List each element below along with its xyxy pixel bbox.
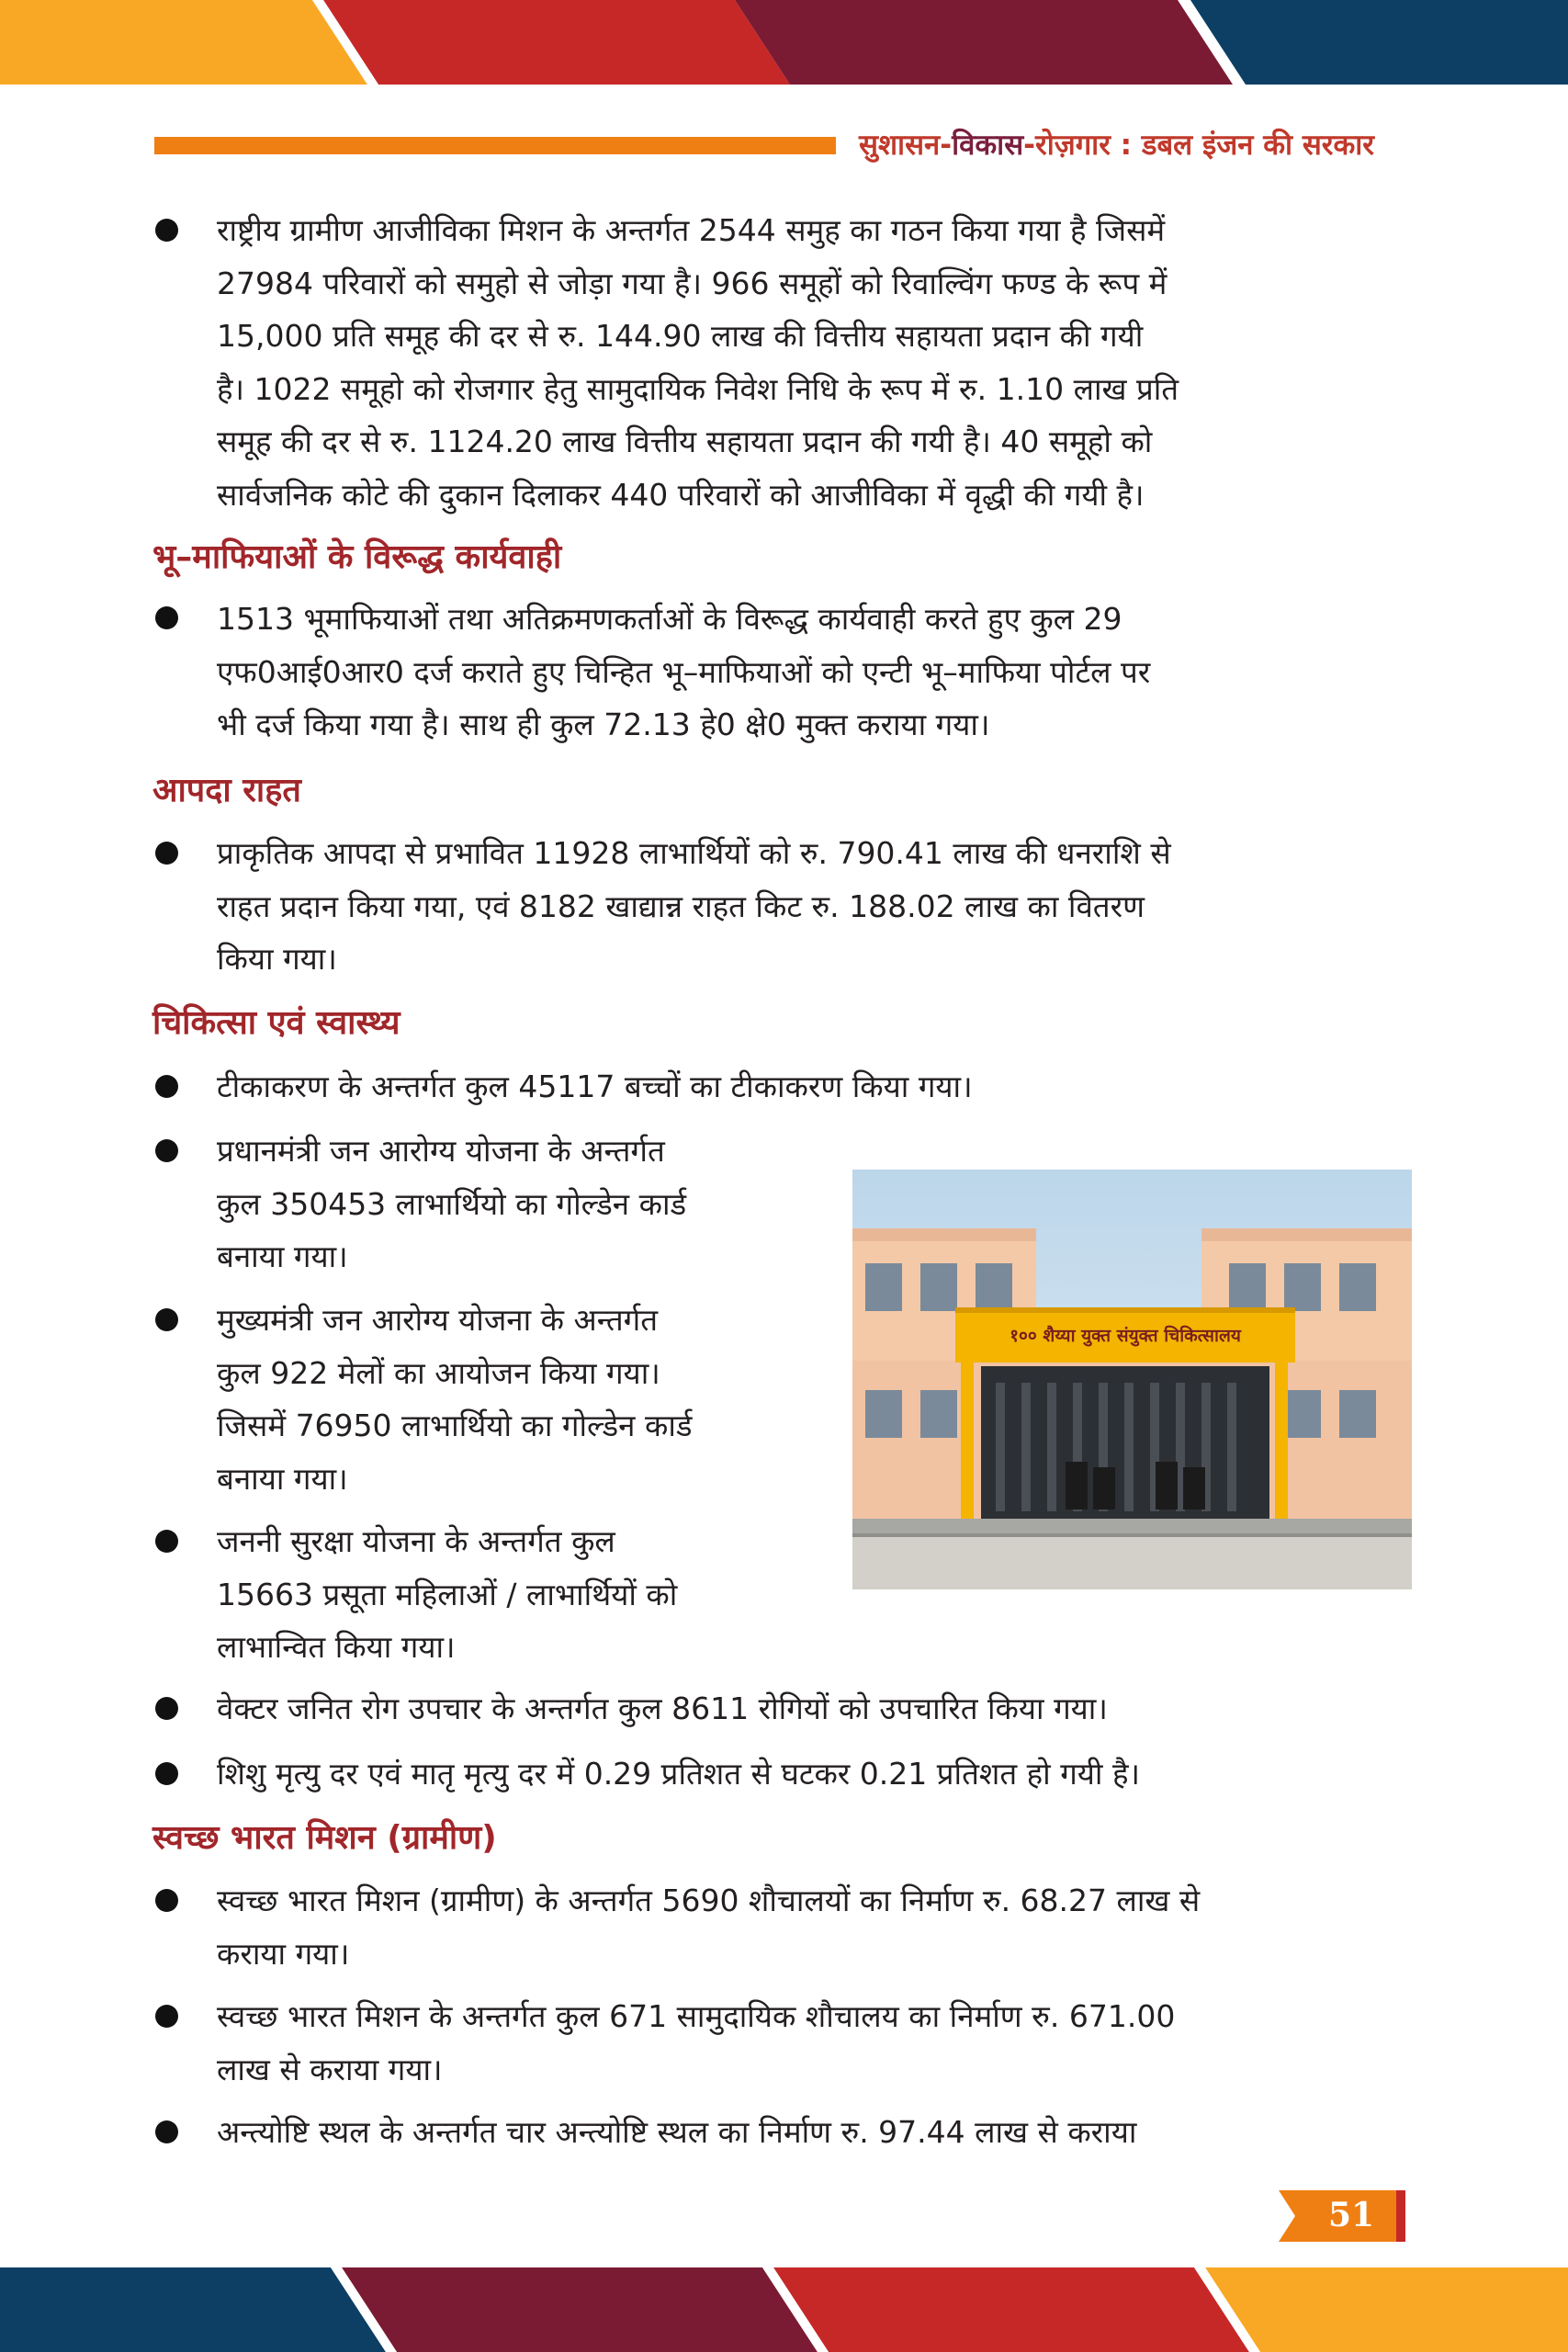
hospital-photo xyxy=(852,1170,1412,1589)
vaccination-item xyxy=(217,1060,973,1114)
heading-disaster-relief: आपदा राहत xyxy=(152,772,301,809)
text-line: 15663 प्रसूता महिलाओं / लाभार्थियों को xyxy=(217,1576,678,1612)
janani-suraksha-item xyxy=(217,1515,677,1674)
bullet-icon xyxy=(155,1889,178,1912)
bullet-icon xyxy=(155,1697,178,1720)
heading-swachh-bharat: स्वच्छ भारत मिशन (ग्रामीण) xyxy=(152,1819,497,1857)
text-line: लाभान्वित किया गया। xyxy=(217,1629,456,1665)
mortality-item xyxy=(217,1747,1140,1801)
bullet-icon xyxy=(155,2005,178,2028)
header-part-2: विकास xyxy=(952,129,1024,162)
bullet-icon xyxy=(155,1762,178,1785)
text-line: किया गया। xyxy=(217,941,337,977)
text-line: कुल 350453 लाभार्थियो का गोल्डेन कार्ड xyxy=(217,1185,687,1222)
text-line: बनाया गया। xyxy=(217,1460,348,1497)
text-line: राष्ट्रीय ग्रामीण आजीविका मिशन के अन्तर्गत 2544 समुह का गठन किया गया है जिसमें xyxy=(217,212,1166,248)
text-line: 1513 भूमाफियाओं तथा अतिक्रमणकर्ताओं के विरूद्ध कार्यवाही करते हुए कुल 29 xyxy=(217,601,1122,637)
bullet-icon xyxy=(155,2120,178,2143)
text-line: जिसमें 76950 लाभार्थियो का गोल्डेन कार्ड xyxy=(217,1408,693,1443)
land-mafia-paragraph xyxy=(217,593,1411,752)
header-part-1: सुशासन- xyxy=(859,129,953,162)
page-number: 51 xyxy=(1327,2196,1375,2234)
text-line: वेक्टर जनित रोग उपचार के अन्तर्गत कुल 8611 रोगियों को उपचारित किया गया। xyxy=(217,1690,1108,1726)
text-line: 15,000 प्रति समूह की दर से रु. 144.90 लाख की वित्तीय सहायता प्रदान की गयी xyxy=(217,318,1144,354)
text-line: राहत प्रदान किया गया, एवं 8182 खाद्यान्न राहत किट रु. 188.02 लाख का वितरण xyxy=(217,888,1145,924)
community-toilets-item xyxy=(217,1990,1411,2096)
hospital-sign-text: १०० शैय्या युक्त संयुक्त चिकित्सालय xyxy=(1010,1326,1241,1346)
text-line: स्वच्छ भारत मिशन के अन्तर्गत कुल 671 सामुदायिक शौचालय का निर्माण रु. 671.00 xyxy=(217,1998,1176,2034)
text-line: टीकाकरण के अन्तर्गत कुल 45117 बच्चों का टीकाकरण किया गया। xyxy=(217,1069,973,1104)
text-line: स्वच्छ भारत मिशन (ग्रामीण) के अन्तर्गत 5690 शौचालयों का निर्माण रु. 68.27 लाख से xyxy=(217,1883,1201,1918)
bullet-icon xyxy=(155,1075,178,1098)
running-header xyxy=(859,125,1410,164)
disaster-paragraph xyxy=(217,827,1411,986)
header-rule xyxy=(154,137,836,154)
bullet-icon xyxy=(155,1308,178,1331)
text-line: प्राकृतिक आपदा से प्रभावित 11928 लाभार्थियों को रु. 790.41 लाख की धनराशि से xyxy=(217,835,1171,871)
toilets-item xyxy=(217,1874,1411,1980)
text-line: 27984 परिवारों को समुहो से जोड़ा गया है। 966 समूहों को रिवाल्विंग फण्ड के रूप में xyxy=(217,265,1168,301)
text-line: मुख्यमंत्री जन आरोग्य योजना के अन्तर्गत xyxy=(217,1302,659,1338)
heading-health: चिकित्सा एवं स्वास्थ्य xyxy=(152,1004,400,1042)
text-line: बनाया गया। xyxy=(217,1238,348,1274)
text-line: प्रधानमंत्री जन आरोग्य योजना के अन्तर्गत xyxy=(217,1133,665,1169)
top-color-band xyxy=(0,0,1568,85)
bullet-icon xyxy=(155,842,178,865)
vector-disease-item xyxy=(217,1682,1108,1736)
livelihood-paragraph xyxy=(217,204,1411,521)
text-line: भी दर्ज किया गया है। साथ ही कुल 72.13 हे0 क्षे0 मुक्त कराया गया। xyxy=(217,707,990,742)
text-line: शिशु मृत्यु दर एवं मातृ मृत्यु दर में 0.29 प्रतिशत से घटकर 0.21 प्रतिशत हो गयी है। xyxy=(217,1756,1140,1792)
text-line: है। 1022 समूहो को रोजगार हेतु सामुदायिक निवेश निधि के रूप में रु. 1.10 लाख प्रति xyxy=(217,370,1179,407)
text-line: कराया गया। xyxy=(217,1935,350,1972)
bottom-color-band xyxy=(0,2267,1568,2352)
bullet-icon xyxy=(155,219,178,242)
header-part-3: -रोज़गार : डबल इंजन की सरकार xyxy=(1023,129,1374,162)
bullet-icon xyxy=(155,1139,178,1162)
bullet-icon xyxy=(155,1530,178,1553)
text-line: लाख से कराया गया। xyxy=(217,2051,443,2087)
text-line: जननी सुरक्षा योजना के अन्तर्गत कुल xyxy=(217,1523,615,1559)
cm-jay-item xyxy=(217,1294,693,1505)
bullet-icon xyxy=(155,606,178,629)
text-line: एफ0आई0आर0 दर्ज कराते हुए चिन्हित भू–माफियाओं को एन्टी भू–माफिया पोर्टल पर xyxy=(217,653,1151,690)
page-number-tab xyxy=(1279,2190,1405,2242)
text-line: कुल 922 मेलों का आयोजन किया गया। xyxy=(217,1354,660,1391)
text-line: अन्त्योष्टि स्थल के अन्तर्गत चार अन्त्योष्टि स्थल का निर्माण रु. 97.44 लाख से कराया xyxy=(217,2114,1137,2150)
text-line: सार्वजनिक कोटे की दुकान दिलाकर 440 परिवारों को आजीविका में वृद्धी की गयी है। xyxy=(217,476,1145,513)
cremation-site-item xyxy=(217,2106,1411,2159)
pm-jay-item xyxy=(217,1125,686,1283)
heading-land-mafia: भू–माफियाओं के विरूद्ध कार्यवाही xyxy=(152,538,562,576)
text-line: समूह की दर से रु. 1124.20 लाख वित्तीय सहायता प्रदान की गयी है। 40 समूहो को xyxy=(217,424,1153,459)
